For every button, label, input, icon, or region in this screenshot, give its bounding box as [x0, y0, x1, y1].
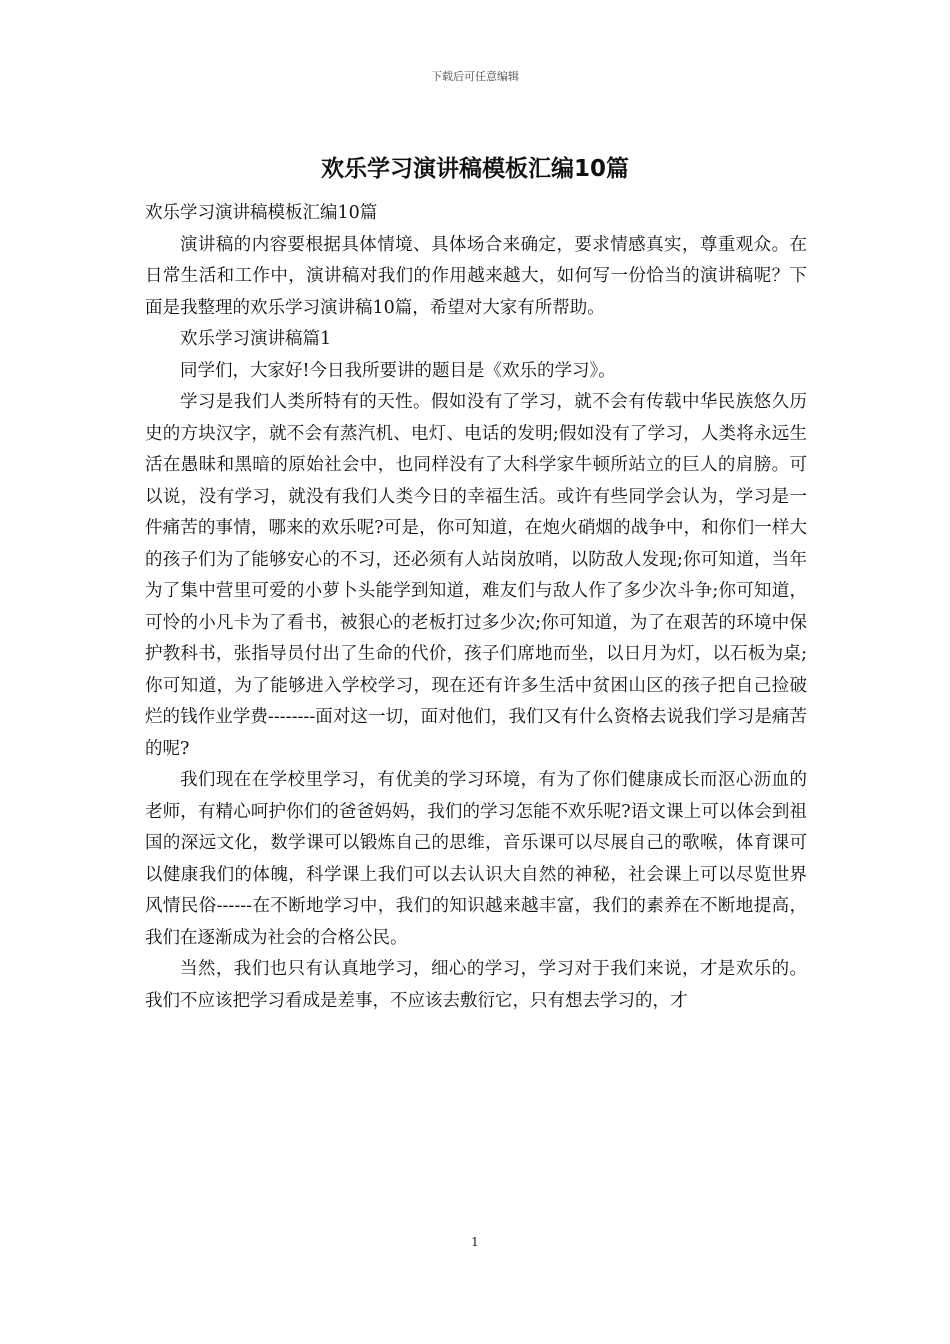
page-header-note: 下载后可任意编辑	[431, 70, 519, 83]
document-subtitle: 欢乐学习演讲稿模板汇编10篇	[145, 203, 378, 223]
document-title: 欢乐学习演讲稿模板汇编10篇	[320, 156, 629, 182]
paragraph-intro: 演讲稿的内容要根据具体情境、具体场合来确定，要求情感真实，尊重观众。在日常生活和工作中，演讲稿对我们的作用越来越大，如何写一份恰当的演讲稿呢？下面是我整理的欢乐学习演讲稿10篇，希望对大家有所帮助。	[145, 234, 807, 318]
section-heading: 欢乐学习演讲稿篇1	[180, 329, 332, 349]
paragraph: 当然，我们也只有认真地学习，细心的学习，学习对于我们来说，才是欢乐的。我们不应该把学习看成是差事，不应该去敷衍它，只有想去学习的，才	[145, 959, 807, 1011]
paragraph: 我们现在在学校里学习，有优美的学习环境，有为了你们健康成长而沤心沥血的老师，有精心呵护你们的爸爸妈妈，我们的学习怎能不欢乐呢?语文课上可以体会到祖国的深远文化，数学课可以锻炼自己的思维，音乐课可以尽展自己的歌喉，体育课可以健康我们的体魄，科学课上我们可以去认识大自然的神秘，社会课上可以尽览世界风情民俗------在不断地学习中，我们的知识越来越丰富，我们的素养在不断地提高，我们在逐渐成为社会的合格公民。	[145, 770, 807, 948]
paragraph: 学习是我们人类所特有的天性。假如没有了学习，就不会有传载中华民族悠久历史的方块汉字，就不会有蒸汽机、电灯、电话的发明;假如没有了学习，人类将永远生活在愚昧和黑暗的原始社会中，也同样没有了大科学家牛顿所站立的巨人的肩膀。可以说，没有学习，就没有我们人类今日的幸福生活。或许有些同学会认为，学习是一件痛苦的事情，哪来的欢乐呢?可是，你可知道，在炮火硝烟的战争中，和你们一样大的孩子们为了能够安心的不习，还必须有人站岗放哨，以防敌人发现;你可知道，当年为了集中营里可爱的小萝卜头能学到知道，难友们与敌人作了多少次斗争;你可知道，可怜的小凡卡为了看书，被狠心的老板打过多少次;你可知道，为了在艰苦的环境中保护教科书，张指导员付出了生命的代价，孩子们席地而坐，以日月为灯，以石板为桌;你可知道，为了能够进入学校学习，现在还有许多生活中贫困山区的孩子把自己捡破烂的钱作业学费--------面对这一切，面对他们，我们又有什么资格去说我们学习是痛苦的呢?	[145, 392, 807, 759]
paragraph-greeting: 同学们，大家好!今日我所要讲的题目是《欢乐的学习》。	[180, 360, 616, 381]
page-number: 1	[471, 1235, 479, 1249]
document-body	[145, 198, 807, 1017]
